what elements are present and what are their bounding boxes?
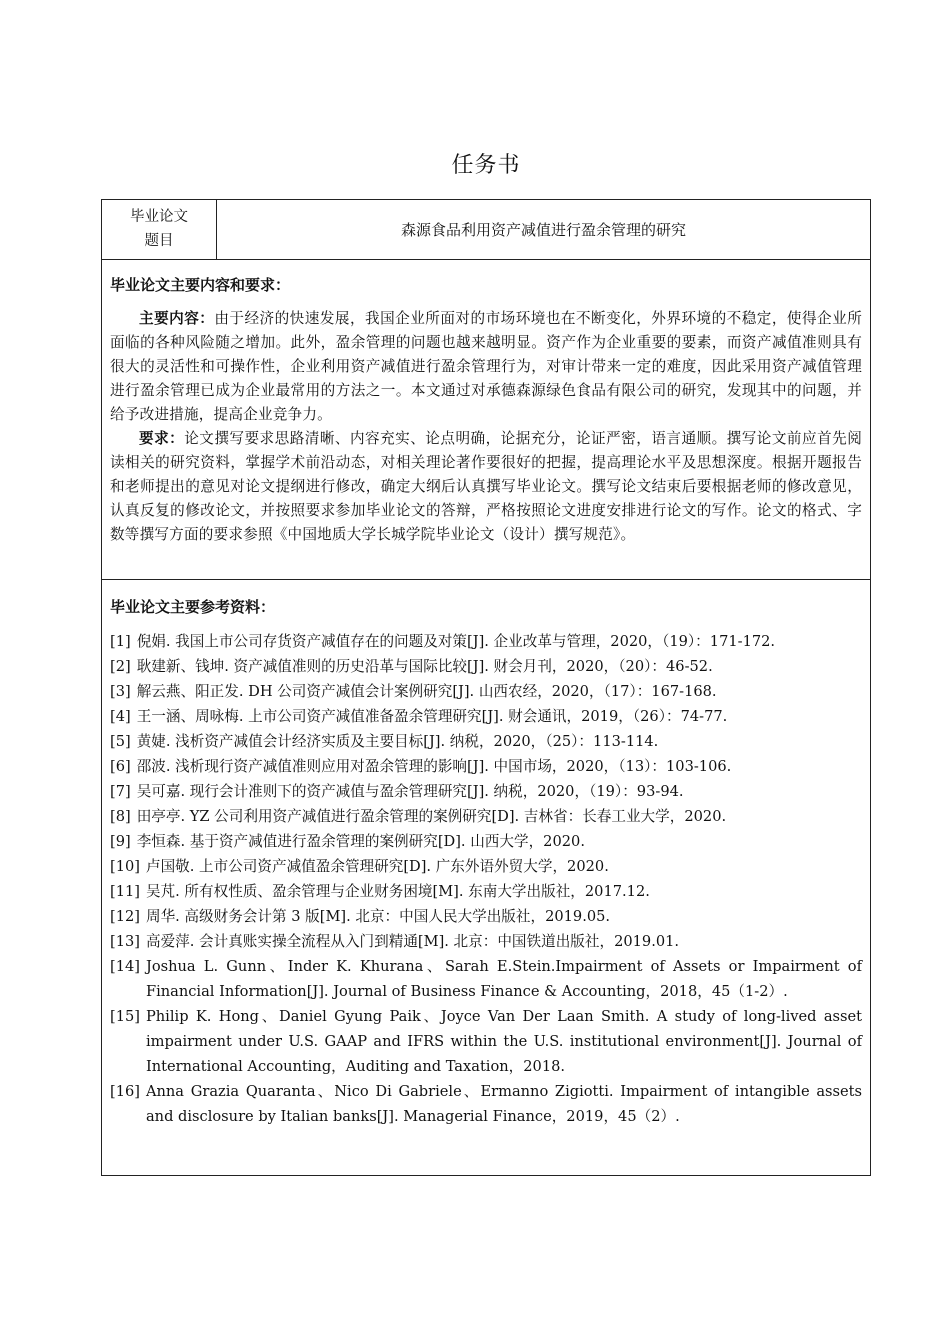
reference-item	[110, 954, 862, 1004]
task-form-table	[101, 199, 871, 1176]
reference-number: [3]	[110, 683, 131, 700]
reference-text: 吴芃. 所有权性质、盈余管理与企业财务困境[M]. 东南大学出版社，2017.12.	[145, 883, 650, 900]
reference-text: 王一涵、周咏梅. 上市公司资产减值准备盈余管理研究[J]. 财会通讯，2019，（26）：74-77.	[136, 708, 728, 725]
topic-row	[102, 200, 870, 260]
reference-item	[110, 729, 862, 754]
reference-text: 高爱萍. 会计真账实操全流程从入门到精通[M]. 北京：中国铁道出版社，2019.01.	[145, 933, 680, 950]
reference-number: [12]	[110, 908, 140, 925]
reference-number: [13]	[110, 933, 140, 950]
reference-item	[110, 629, 862, 654]
reference-number: [16]	[110, 1083, 140, 1100]
requirements-paragraph	[110, 427, 862, 547]
requirements-lead: 要求：	[139, 430, 185, 447]
reference-item	[110, 929, 862, 954]
reference-item	[110, 679, 862, 704]
reference-text: 耿建新、钱坤. 资产减值准则的历史沿革与国际比较[J]. 财会月刊，2020，（20）：46-52.	[136, 658, 713, 675]
reference-number: [10]	[110, 858, 140, 875]
reference-item	[110, 754, 862, 779]
reference-text: Joshua L. Gunn、Inder K. Khurana、Sarah E.Stein.Impairment of Assets or Impairment of Financial Information[J]. Journal of Business Finance & Accounting，2018，45（1-2）.	[145, 958, 862, 1000]
reference-item	[110, 704, 862, 729]
reference-number: [9]	[110, 833, 131, 850]
topic-label	[102, 200, 217, 259]
reference-item	[110, 779, 862, 804]
reference-text: Anna Grazia Quaranta、Nico Di Gabriele、Ermanno Zigiotti. Impairment of intangible assets and disclosure by Italian banks[J]. Managerial Finance，2019，45（2）.	[145, 1083, 862, 1125]
main-content-paragraph	[110, 307, 862, 427]
reference-number: [6]	[110, 758, 131, 775]
reference-text: 解云燕、阳正发. DH 公司资产减值会计案例研究[J]. 山西农经，2020，（17）：167-168.	[136, 683, 717, 700]
reference-text: 卢国敬. 上市公司资产减值盈余管理研究[D]. 广东外语外贸大学，2020.	[145, 858, 609, 875]
reference-number: [4]	[110, 708, 131, 725]
reference-text: 黄婕. 浅析资产减值会计经济实质及主要目标[J]. 纳税，2020，（25）：113-114.	[136, 733, 659, 750]
reference-text: Philip K. Hong、Daniel Gyung Paik、Joyce Van Der Laan Smith. A study of long-lived asset impairment under U.S. GAAP and IFRS within the U.S. institutional environment[J]. Journal of International Accounting，Auditing and Taxation，2018.	[145, 1008, 862, 1075]
main-content-lead: 主要内容：	[139, 310, 215, 327]
reference-text: 邵波. 浅析现行资产减值准则应用对盈余管理的影响[J]. 中国市场，2020，（13）：103-106.	[136, 758, 732, 775]
references-heading: 毕业论文主要参考资料：	[110, 598, 276, 616]
references-section	[102, 579, 870, 1175]
reference-text: 倪娟. 我国上市公司存货资产减值存在的问题及对策[J]. 企业改革与管理，2020，（19）：171-172.	[136, 633, 776, 650]
reference-number: [1]	[110, 633, 131, 650]
content-section	[102, 259, 870, 580]
reference-item	[110, 1004, 862, 1079]
reference-number: [5]	[110, 733, 131, 750]
reference-item	[110, 1079, 862, 1129]
requirements-text: 论文撰写要求思路清晰、内容充实、论点明确，论据充分，论证严密，语言通顺。撰写论文前应首先阅读相关的研究资料，掌握学术前沿动态，对相关理论著作要很好的把握，提高理论水平及思想深度。根据开题报告和老师提出的意见对论文提纲进行修改，确定大纲后认真撰写毕业论文。撰写论文结束后要根据老师的修改意见，认真反复的修改论文，并按照要求参加毕业论文的答辩，严格按照论文进度安排进行论文的写作。论文的格式、字数等撰写方面的要求参照《中国地质大学长城学院毕业论文（设计）撰写规范》。	[110, 430, 862, 543]
reference-item	[110, 829, 862, 854]
reference-item	[110, 854, 862, 879]
reference-number: [14]	[110, 958, 140, 975]
topic-label-line2: 题目	[144, 233, 174, 249]
topic-label-line1: 毕业论文	[130, 209, 188, 225]
main-content-text: 由于经济的快速发展，我国企业所面对的市场环境也在不断变化，外界环境的不稳定，使得企业所面临的各种风险随之增加。此外，盈余管理的问题也越来越明显。资产作为企业重要的要素，而资产减值准则具有很大的灵活性和可操作性，企业利用资产减值进行盈余管理行为，对审计带来一定的难度，因此采用资产减值管理进行盈余管理已成为企业最常用的方法之一。本文通过对承德森源绿色食品有限公司的研究，发现其中的问题，并给予改进措施，提高企业竞争力。	[110, 310, 862, 423]
reference-number: [11]	[110, 883, 140, 900]
reference-number: [7]	[110, 783, 131, 800]
reference-item	[110, 904, 862, 929]
reference-item	[110, 804, 862, 829]
reference-list	[110, 629, 862, 1129]
reference-text: 吴可嘉. 现行会计准则下的资产减值与盈余管理研究[J]. 纳税，2020，（19）：93-94.	[136, 783, 684, 800]
topic-value: 森源食品利用资产减值进行盈余管理的研究	[400, 221, 686, 239]
reference-number: [2]	[110, 658, 131, 675]
reference-item	[110, 654, 862, 679]
reference-text: 周华. 高级财务会计第 3 版[M]. 北京：中国人民大学出版社，2019.05.	[145, 908, 611, 925]
reference-number: [8]	[110, 808, 131, 825]
page-title: 任务书	[451, 153, 521, 178]
reference-item	[110, 879, 862, 904]
reference-text: 田亭亭. YZ 公司利用资产减值进行盈余管理的案例研究[D]. 吉林省：长春工业大学，2020.	[136, 808, 727, 825]
reference-number: [15]	[110, 1008, 140, 1025]
content-heading: 毕业论文主要内容和要求：	[110, 276, 291, 294]
reference-text: 李恒森. 基于资产减值进行盈余管理的案例研究[D]. 山西大学，2020.	[136, 833, 585, 850]
